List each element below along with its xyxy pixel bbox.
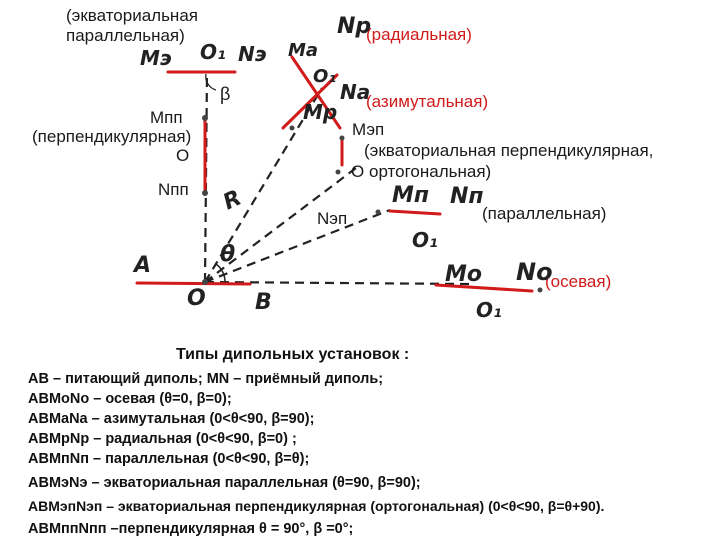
label-Ma: Mа xyxy=(288,40,319,61)
label-azimuthal: (азимутальная) xyxy=(366,92,489,111)
label-O1-par: O₁ xyxy=(412,228,438,252)
label-npp: Nпп xyxy=(158,180,189,199)
beta-arc xyxy=(206,74,216,90)
label-A: A xyxy=(134,253,152,278)
label-o-ep: О xyxy=(351,162,365,181)
legend-line: ABMэNэ – экваториальная параллельная (θ=90, β=90); xyxy=(28,475,421,491)
legend-line: ABMэпNэп – экваториальная перпендикулярная (ортогональная) (0<θ<90, β=θ+90). xyxy=(28,498,605,514)
label-ortho: ортогональная) xyxy=(369,162,492,181)
label-Mo: Mо xyxy=(445,262,483,287)
electrode-dot xyxy=(376,210,381,215)
label-R: R xyxy=(219,185,246,216)
electrode-dot xyxy=(340,136,345,141)
legend-line: ABMрNр – радиальная (0<θ<90, β=0) ; xyxy=(28,431,297,447)
electrode-dot xyxy=(202,190,208,196)
label-B: B xyxy=(255,290,272,315)
label-N3: Nэ xyxy=(238,42,267,66)
label-axial: (осевая) xyxy=(545,272,612,291)
legend-line: ABMпNп – параллельная (0<θ<90, β=θ); xyxy=(28,451,310,467)
label-parallel: (параллельная) xyxy=(482,204,607,223)
label-eq-parallel: (экваториальная параллельная) xyxy=(66,6,198,45)
label-O1-top: O₁ xyxy=(200,40,226,64)
label-Mp: Mр xyxy=(303,100,338,124)
label-beta: β xyxy=(220,84,231,104)
label-o-pp: О xyxy=(176,146,190,165)
legend-line: ABMаNа – азимутальная (0<θ<90, β=90); xyxy=(28,411,315,427)
label-O1-ax: O₁ xyxy=(476,298,502,322)
legend-title: Типы дипольных установок : xyxy=(176,346,410,363)
label-radial: (радиальная) xyxy=(366,25,472,44)
label-Np: Nр xyxy=(337,14,372,39)
electrode-dot xyxy=(290,126,295,131)
label-O1-mid: O₁ xyxy=(313,66,337,87)
label-eq-perp-ortho: (экваториальная перпендикулярная, xyxy=(364,141,654,160)
label-No: Nо xyxy=(516,258,553,286)
electrode-dot xyxy=(202,115,208,121)
legend-line: AB – питающий диполь; MN – приёмный диполь; xyxy=(28,371,384,387)
legend-line: ABMоNо – осевая (θ=0, β=0); xyxy=(28,391,232,407)
label-O: O xyxy=(187,286,206,311)
electrode-dot xyxy=(202,279,208,285)
dipole-AB xyxy=(137,283,250,284)
electrode-dot xyxy=(538,288,543,293)
label-Mn: Mп xyxy=(392,183,430,208)
label-perpendicular: (перпендикулярная) xyxy=(32,127,192,146)
legend-line: ABMппNпп –перпендикулярная θ = 90°, β =0°; xyxy=(28,521,354,537)
label-nep: Nэп xyxy=(317,209,348,228)
label-Nn: Nп xyxy=(450,184,484,209)
label-Na: Nа xyxy=(340,80,371,104)
dipole-parallel xyxy=(390,211,440,214)
label-mpp: Мпп xyxy=(150,108,183,127)
electrode-dot xyxy=(336,170,341,175)
label-theta: θ xyxy=(220,242,236,267)
label-mep: Мэп xyxy=(352,120,385,139)
label-M3: Mэ xyxy=(140,46,172,70)
